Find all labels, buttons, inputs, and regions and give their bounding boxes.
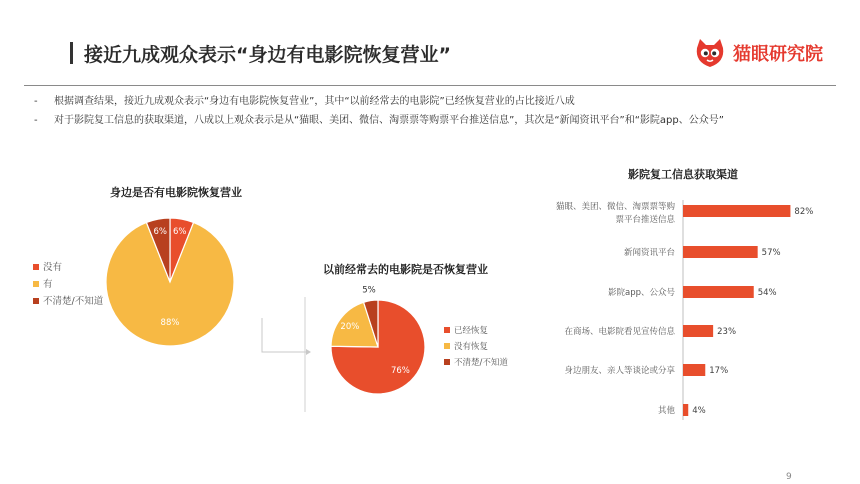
bar-value-label: 23%: [717, 327, 737, 337]
legend-label: 有: [43, 279, 53, 290]
legend-swatch: [33, 281, 39, 287]
logo-text: 猫眼研究院: [733, 44, 823, 65]
bullet-text: 根据调查结果，接近九成观众表示“身边有电影院恢复营业”，其中“以前经常去的电影院”已经恢复营业的占比接近八成: [54, 96, 575, 107]
bar-value-label: 17%: [709, 366, 729, 376]
bar: [683, 205, 790, 217]
bar-chart: [556, 201, 813, 416]
pie-value-label: 6%: [153, 226, 168, 237]
bar-value-label: 57%: [761, 248, 781, 258]
bar-value-label: 82%: [794, 207, 814, 217]
bar-category-label: 新闻资讯平台: [623, 248, 675, 258]
legend-swatch: [33, 298, 39, 304]
bar-category-label: 在商场、电影院看见宣传信息: [564, 327, 675, 337]
connector-line: [262, 318, 306, 352]
pie-value-label: 20%: [340, 322, 360, 333]
bar: [683, 404, 688, 416]
pie1-chart: [33, 218, 234, 346]
bar-category-label: 身边朋友、亲人等谈论或分享: [564, 366, 675, 376]
bar: [683, 364, 705, 376]
bullet-marker: -: [34, 115, 38, 126]
pie-value-label: 88%: [160, 318, 180, 328]
pie-value-label: 76%: [390, 365, 410, 376]
pie-value-label: 6%: [172, 226, 187, 237]
pie2-title: 以前经常去的电影院是否恢复营业: [323, 263, 488, 276]
pie2-chart: [331, 286, 508, 394]
page-title: 接近九成观众表示“身边有电影院恢复营业”: [84, 44, 451, 66]
bar: [683, 286, 754, 298]
connector-arrow-icon: [306, 349, 311, 355]
bar-value-label: 54%: [757, 288, 777, 298]
pie-value-label: 5%: [362, 285, 376, 296]
legend-label: 没有: [43, 262, 63, 273]
bar-category-label: 影院app、公众号: [607, 288, 675, 298]
bar-category-label: 其他: [657, 406, 675, 416]
legend-swatch: [33, 264, 39, 270]
bar-title: 影院复工信息获取渠道: [628, 168, 738, 181]
pie1-title: 身边是否有电影院恢复营业: [110, 186, 242, 199]
page-number: 9: [786, 472, 792, 482]
bullet-text: 对于影院复工信息的获取渠道，八成以上观众表示是从“猫眼、美团、微信、淘票票等购票平台推送信息”，其次是“新闻资讯平台”和“影院app、公众号”: [54, 115, 724, 126]
legend-label: 不清楚/不知道: [454, 358, 508, 368]
bar: [683, 325, 713, 337]
legend-swatch: [444, 327, 450, 333]
legend-label: 已经恢复: [454, 326, 489, 336]
bullet-marker: -: [34, 96, 38, 107]
bar-category-label: 票平台推送信息: [615, 215, 675, 225]
legend-label: 不清楚/不知道: [43, 296, 104, 307]
bar: [683, 246, 758, 258]
legend-label: 没有恢复: [454, 342, 489, 352]
bar-category-label: 猫眼、美团、微信、淘票票等购: [555, 202, 675, 212]
legend-swatch: [444, 359, 450, 365]
legend-swatch: [444, 343, 450, 349]
bar-value-label: 4%: [692, 406, 706, 416]
